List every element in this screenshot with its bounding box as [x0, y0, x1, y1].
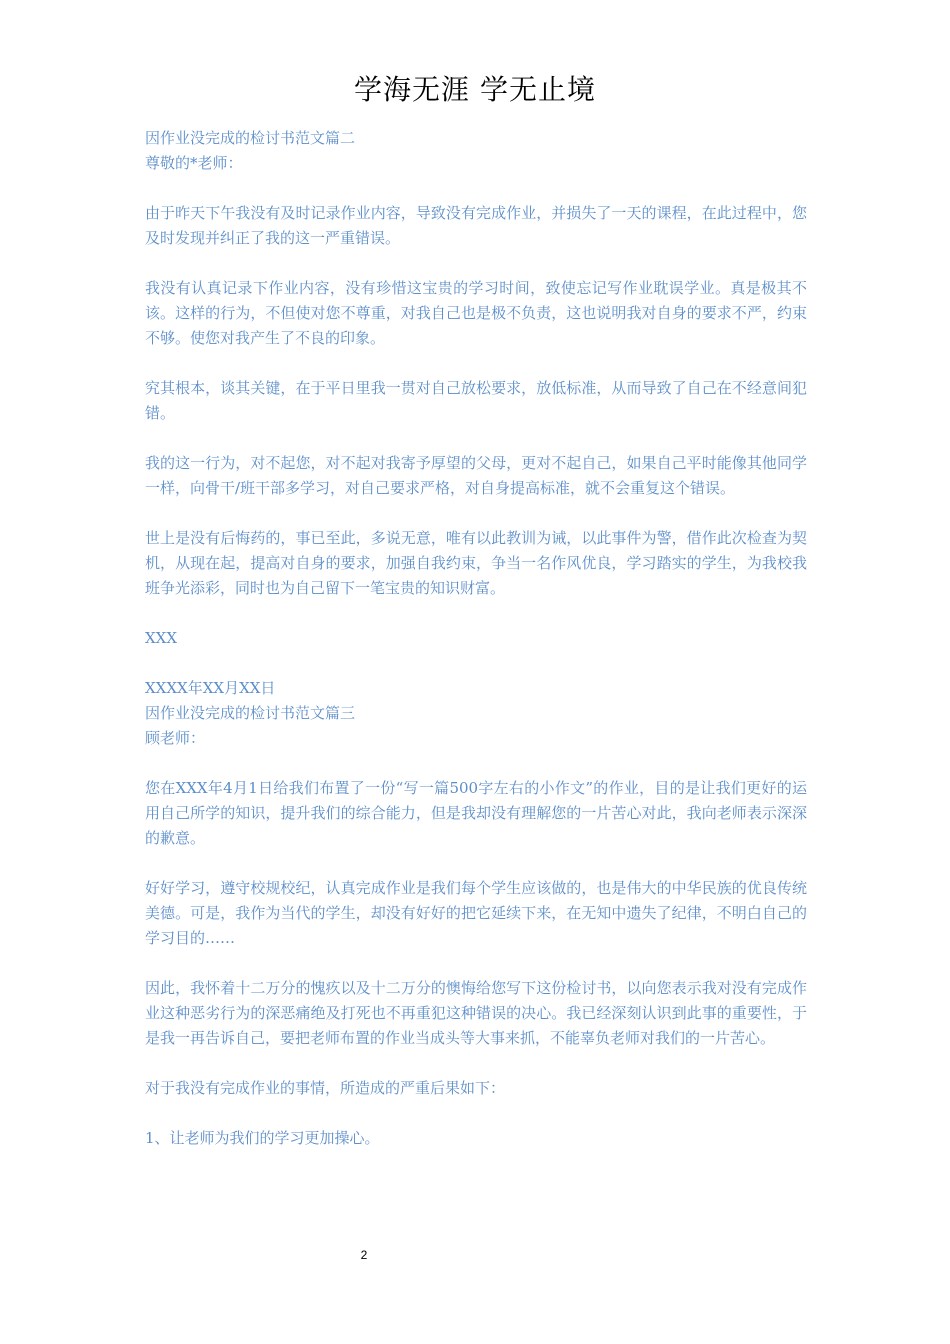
blank-line [145, 601, 807, 626]
blank-line [145, 176, 807, 201]
blank-line [145, 751, 807, 776]
salutation-3: 顾老师： [145, 729, 206, 747]
salutation-2: 尊敬的*老师： [145, 154, 243, 172]
paragraph: 由于昨天下午我没有及时记录作业内容，导致没有完成作业，并损失了一天的课程，在此过程中，您及时发现并纠正了我的这一严重错误。 [145, 204, 807, 247]
blank-line [145, 426, 807, 451]
paragraph: 世上是没有后悔药的，事已至此，多说无意，唯有以此教训为诫，以此事件为警，借作此次检查为契机，从现在起，提高对自身的要求，加强自我约束，争当一名作风优良，学习踏实的学生，为我校我班争光添彩，同时也为自己留下一笔宝贵的知识财富。 [145, 529, 807, 597]
document-body [145, 126, 807, 1151]
signature: XXX [145, 629, 178, 647]
paragraph: 我没有认真记录下作业内容，没有珍惜这宝贵的学习时间，致使忘记写作业耽误学业。真是极其不该。这样的行为，不但使对您不尊重，对我自己也是极不负责，这也说明我对自身的要求不严，约束不够。使您对我产生了不良的印象。 [145, 279, 807, 347]
section-title-3: 因作业没完成的检讨书范文篇三 [145, 704, 356, 722]
paragraph: 好好学习，遵守校规校纪，认真完成作业是我们每个学生应该做的，也是伟大的中华民族的优良传统美德。可是，我作为当代的学生，却没有好好的把它延续下来，在无知中遗失了纪律，不明白自己的学习目的…… [145, 879, 807, 947]
section-title-2: 因作业没完成的检讨书范文篇二 [145, 129, 356, 147]
blank-line [145, 251, 807, 276]
blank-line [145, 951, 807, 976]
paragraph: 我的这一行为，对不起您，对不起对我寄予厚望的父母，更对不起自己，如果自己平时能像其他同学一样，向骨干/班干部多学习，对自己要求严格，对自身提高标准，就不会重复这个错误。 [145, 454, 807, 497]
page-header-title: 学海无涯 学无止境 [354, 73, 596, 106]
blank-line [145, 851, 807, 876]
blank-line [145, 501, 807, 526]
blank-line [145, 651, 807, 676]
list-item: 1、让老师为我们的学习更加操心。 [145, 1129, 380, 1147]
paragraph: 因此，我怀着十二万分的愧疚以及十二万分的懊悔给您写下这份检讨书，以向您表示我对没有完成作业这种恶劣行为的深恶痛绝及打死也不再重犯这种错误的决心。我已经深刻认识到此事的重要性，于是我一再告诉自己，要把老师布置的作业当成头等大事来抓，不能辜负老师对我们的一片苦心。 [145, 979, 807, 1047]
blank-line [145, 351, 807, 376]
paragraph: 您在XXX年4月1日给我们布置了一份“写一篇500字左右的小作文”的作业，目的是让我们更好的运用自己所学的知识，提升我们的综合能力，但是我却没有理解您的一片苦心对此，我向老师表示深深的歉意。 [145, 779, 807, 847]
paragraph: 究其根本，谈其关键，在于平日里我一贯对自己放松要求，放低标准，从而导致了自己在不经意间犯错。 [145, 379, 807, 422]
page-number: 2 [360, 1248, 368, 1262]
blank-line [145, 1051, 807, 1076]
blank-line [145, 1101, 807, 1126]
paragraph: 对于我没有完成作业的事情，所造成的严重后果如下： [145, 1079, 506, 1097]
date-line: XXXX年XX月XX日 [145, 679, 276, 697]
